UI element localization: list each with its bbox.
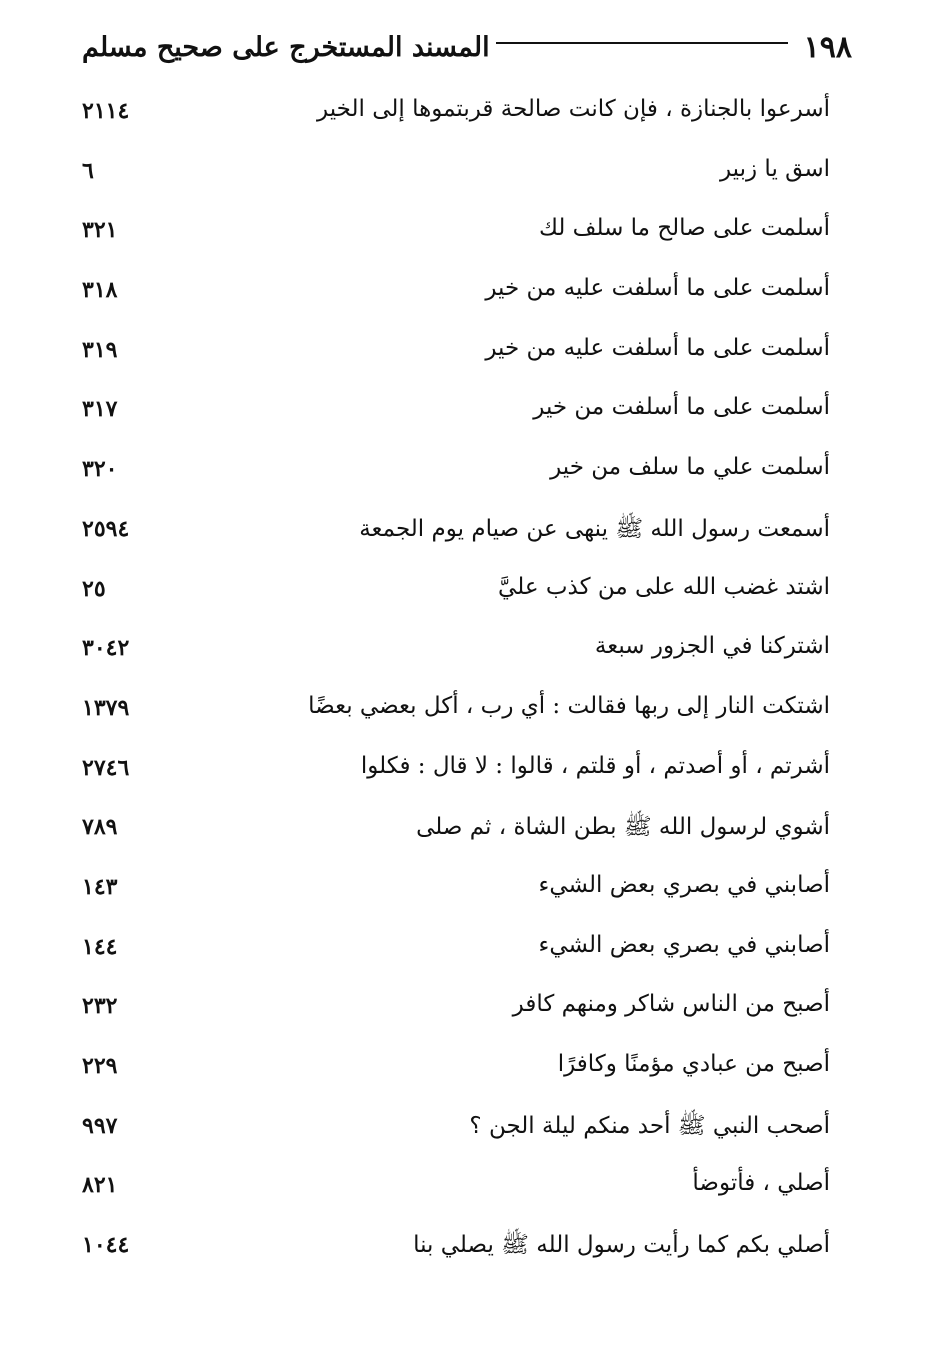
- index-entry: [82, 804, 830, 864]
- hadith-number: ٩٩٧: [82, 1112, 118, 1139]
- hadith-number: ٣٢٠: [82, 456, 118, 483]
- index-entry: [82, 864, 830, 924]
- hadith-number: ٢٢٩: [82, 1053, 118, 1079]
- hadith-number: ٢٥: [82, 575, 106, 602]
- hadith-number: ١٣٧٩: [82, 694, 130, 721]
- hadith-number: ٦: [82, 157, 94, 184]
- index-entry: [82, 1162, 830, 1222]
- hadith-number: ٣٠٤٢: [82, 635, 130, 662]
- hadith-text: أسمعت رسول الله ﷺ ينهى عن صيام يوم الجمعة: [359, 515, 830, 542]
- index-entry: [82, 685, 830, 745]
- hadith-text: أصلي بكم كما رأيت رسول الله ﷺ يصلي بنا: [413, 1232, 830, 1259]
- header-rule: [496, 42, 788, 44]
- hadith-text: أصلي ، فأتوضأ: [692, 1170, 830, 1197]
- hadith-number: ٧٨٩: [82, 814, 118, 841]
- hadith-number: ٣١٧: [82, 396, 118, 423]
- index-entry: [82, 506, 830, 566]
- hadith-text: أسلمت على ما أسلفت من خير: [533, 394, 830, 421]
- hadith-number: ١٤٤: [82, 933, 118, 960]
- index-entry: [82, 625, 830, 685]
- hadith-text: أصابني في بصري بعض الشيء: [538, 931, 830, 958]
- hadith-text: اسق يا زبير: [719, 155, 830, 182]
- index-entry: [82, 446, 830, 506]
- hadith-number: ١٠٤٤: [82, 1232, 130, 1259]
- hadith-number: ٢٧٤٦: [82, 754, 130, 781]
- index-entry: [82, 207, 830, 267]
- index-entry: [82, 983, 830, 1043]
- hadith-number: ٢١١٤: [82, 98, 130, 124]
- hadith-text: اشتد غضب الله على من كذب عليَّ: [498, 573, 830, 600]
- hadith-text: أشرتم ، أو أصدتم ، أو قلتم ، قالوا : لا قال : فكلوا: [360, 752, 830, 779]
- index-entry: [82, 267, 830, 327]
- index-entry: [82, 88, 830, 148]
- page-number: ١٩٨: [803, 29, 852, 65]
- hadith-text: أسلمت على ما أسلفت عليه من خير: [485, 275, 830, 302]
- hadith-text: أصحب النبي ﷺ أحد منكم ليلة الجن ؟: [469, 1112, 830, 1139]
- hadith-text: أسلمت على ما أسلفت عليه من خير: [485, 334, 830, 361]
- index-entry: [82, 1222, 830, 1282]
- hadith-index-list: [82, 88, 830, 1282]
- hadith-text: أسلمت علي ما سلف من خير: [550, 454, 830, 481]
- index-entry: [82, 386, 830, 446]
- index-entry: [82, 1103, 830, 1163]
- index-entry: [82, 327, 830, 387]
- hadith-number: ٢٣٢: [82, 993, 118, 1020]
- hadith-number: ٣١٨: [82, 277, 118, 304]
- page-header: [82, 22, 852, 72]
- hadith-text: أسلمت على صالح ما سلف لك: [538, 215, 830, 242]
- index-entry: [82, 745, 830, 805]
- index-entry: [82, 924, 830, 984]
- hadith-number: ٣٢١: [82, 217, 118, 244]
- hadith-text: أسرعوا بالجنازة ، فإن كانت صالحة قربتموها إلى الخير: [317, 96, 830, 122]
- hadith-number: ٣١٩: [82, 336, 118, 363]
- index-entry: [82, 1043, 830, 1103]
- hadith-text: اشتركنا في الجزور سبعة: [594, 633, 830, 660]
- hadith-text: أصبح من الناس شاكر ومنهم كافر: [512, 991, 830, 1018]
- index-entry: [82, 148, 830, 208]
- hadith-number: ٨٢١: [82, 1172, 118, 1199]
- hadith-text: أصبح من عبادي مؤمنًا وكافرًا: [557, 1051, 830, 1077]
- hadith-text: أصابني في بصري بعض الشيء: [538, 871, 830, 898]
- hadith-text: اشتكت النار إلى ربها فقالت : أي رب ، أكل بعضي بعضًا: [308, 692, 830, 719]
- hadith-text: أشوي لرسول الله ﷺ بطن الشاة ، ثم صلى: [416, 814, 830, 841]
- book-title: المسند المستخرج على صحيح مسلم: [82, 31, 490, 63]
- hadith-number: ٢٥٩٤: [82, 515, 130, 542]
- hadith-number: ١٤٣: [82, 873, 118, 900]
- index-entry: [82, 566, 830, 626]
